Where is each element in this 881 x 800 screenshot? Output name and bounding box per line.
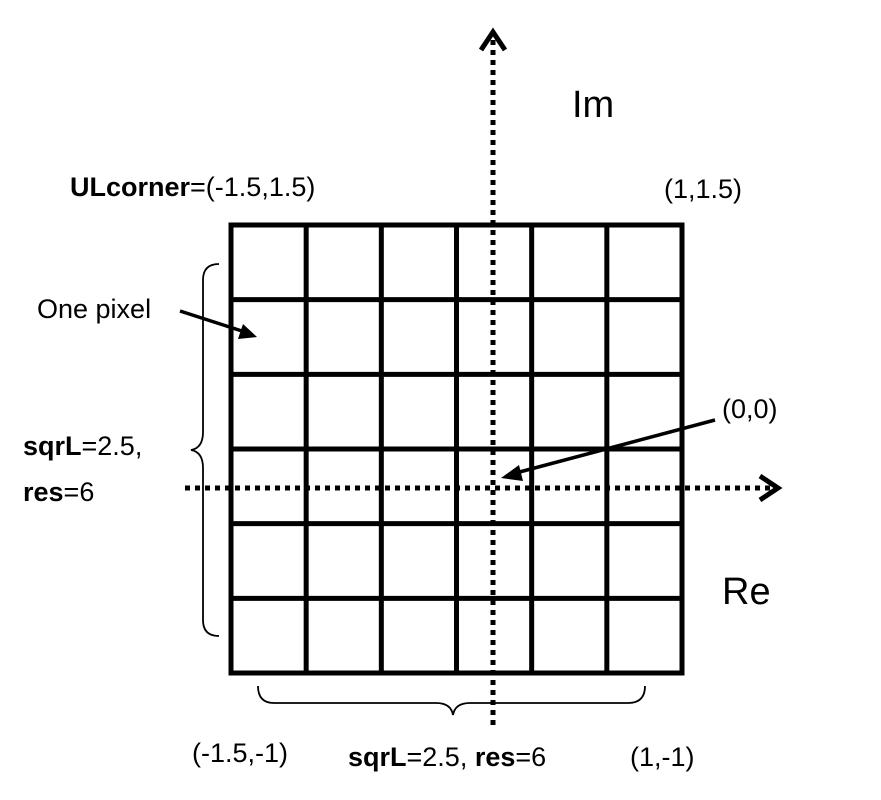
left-sqrl-value: =2.5,: [81, 431, 143, 461]
origin-label: (0,0): [722, 394, 778, 424]
one-pixel-label: One pixel: [37, 294, 152, 324]
left-sqrl-key: sqrL: [23, 431, 82, 461]
bottom-sqrl-value: =2.5,: [406, 742, 475, 772]
one-pixel-arrow-shaft: [180, 311, 245, 332]
bottom-sqrl-key: sqrL: [348, 742, 407, 772]
origin-arrow-head: [501, 465, 523, 481]
left-annotation-line2: [23, 477, 94, 507]
ulcorner-value: =(-1.5,1.5): [190, 172, 316, 202]
left-res-value: =6: [63, 477, 95, 507]
one-pixel-arrow-head: [238, 324, 257, 339]
bottom-res-value: =6: [515, 742, 547, 772]
lower-left-corner-label: (-1.5,-1): [192, 738, 289, 768]
left-res-key: res: [23, 477, 64, 507]
bottom-annotation: [348, 742, 546, 772]
ulcorner-key: ULcorner: [70, 172, 191, 202]
bottom-res-key: res: [474, 742, 516, 772]
left-annotation-line1: [23, 431, 142, 461]
upper-left-corner-label: [70, 172, 315, 202]
real-axis-label: Re: [722, 571, 771, 613]
imaginary-axis-label: Im: [572, 84, 615, 126]
pixel-grid: [231, 225, 682, 673]
upper-right-corner-label: (1,1.5): [664, 174, 743, 204]
lower-right-corner-label: (1,-1): [630, 742, 695, 772]
bottom-brace: [258, 686, 645, 715]
